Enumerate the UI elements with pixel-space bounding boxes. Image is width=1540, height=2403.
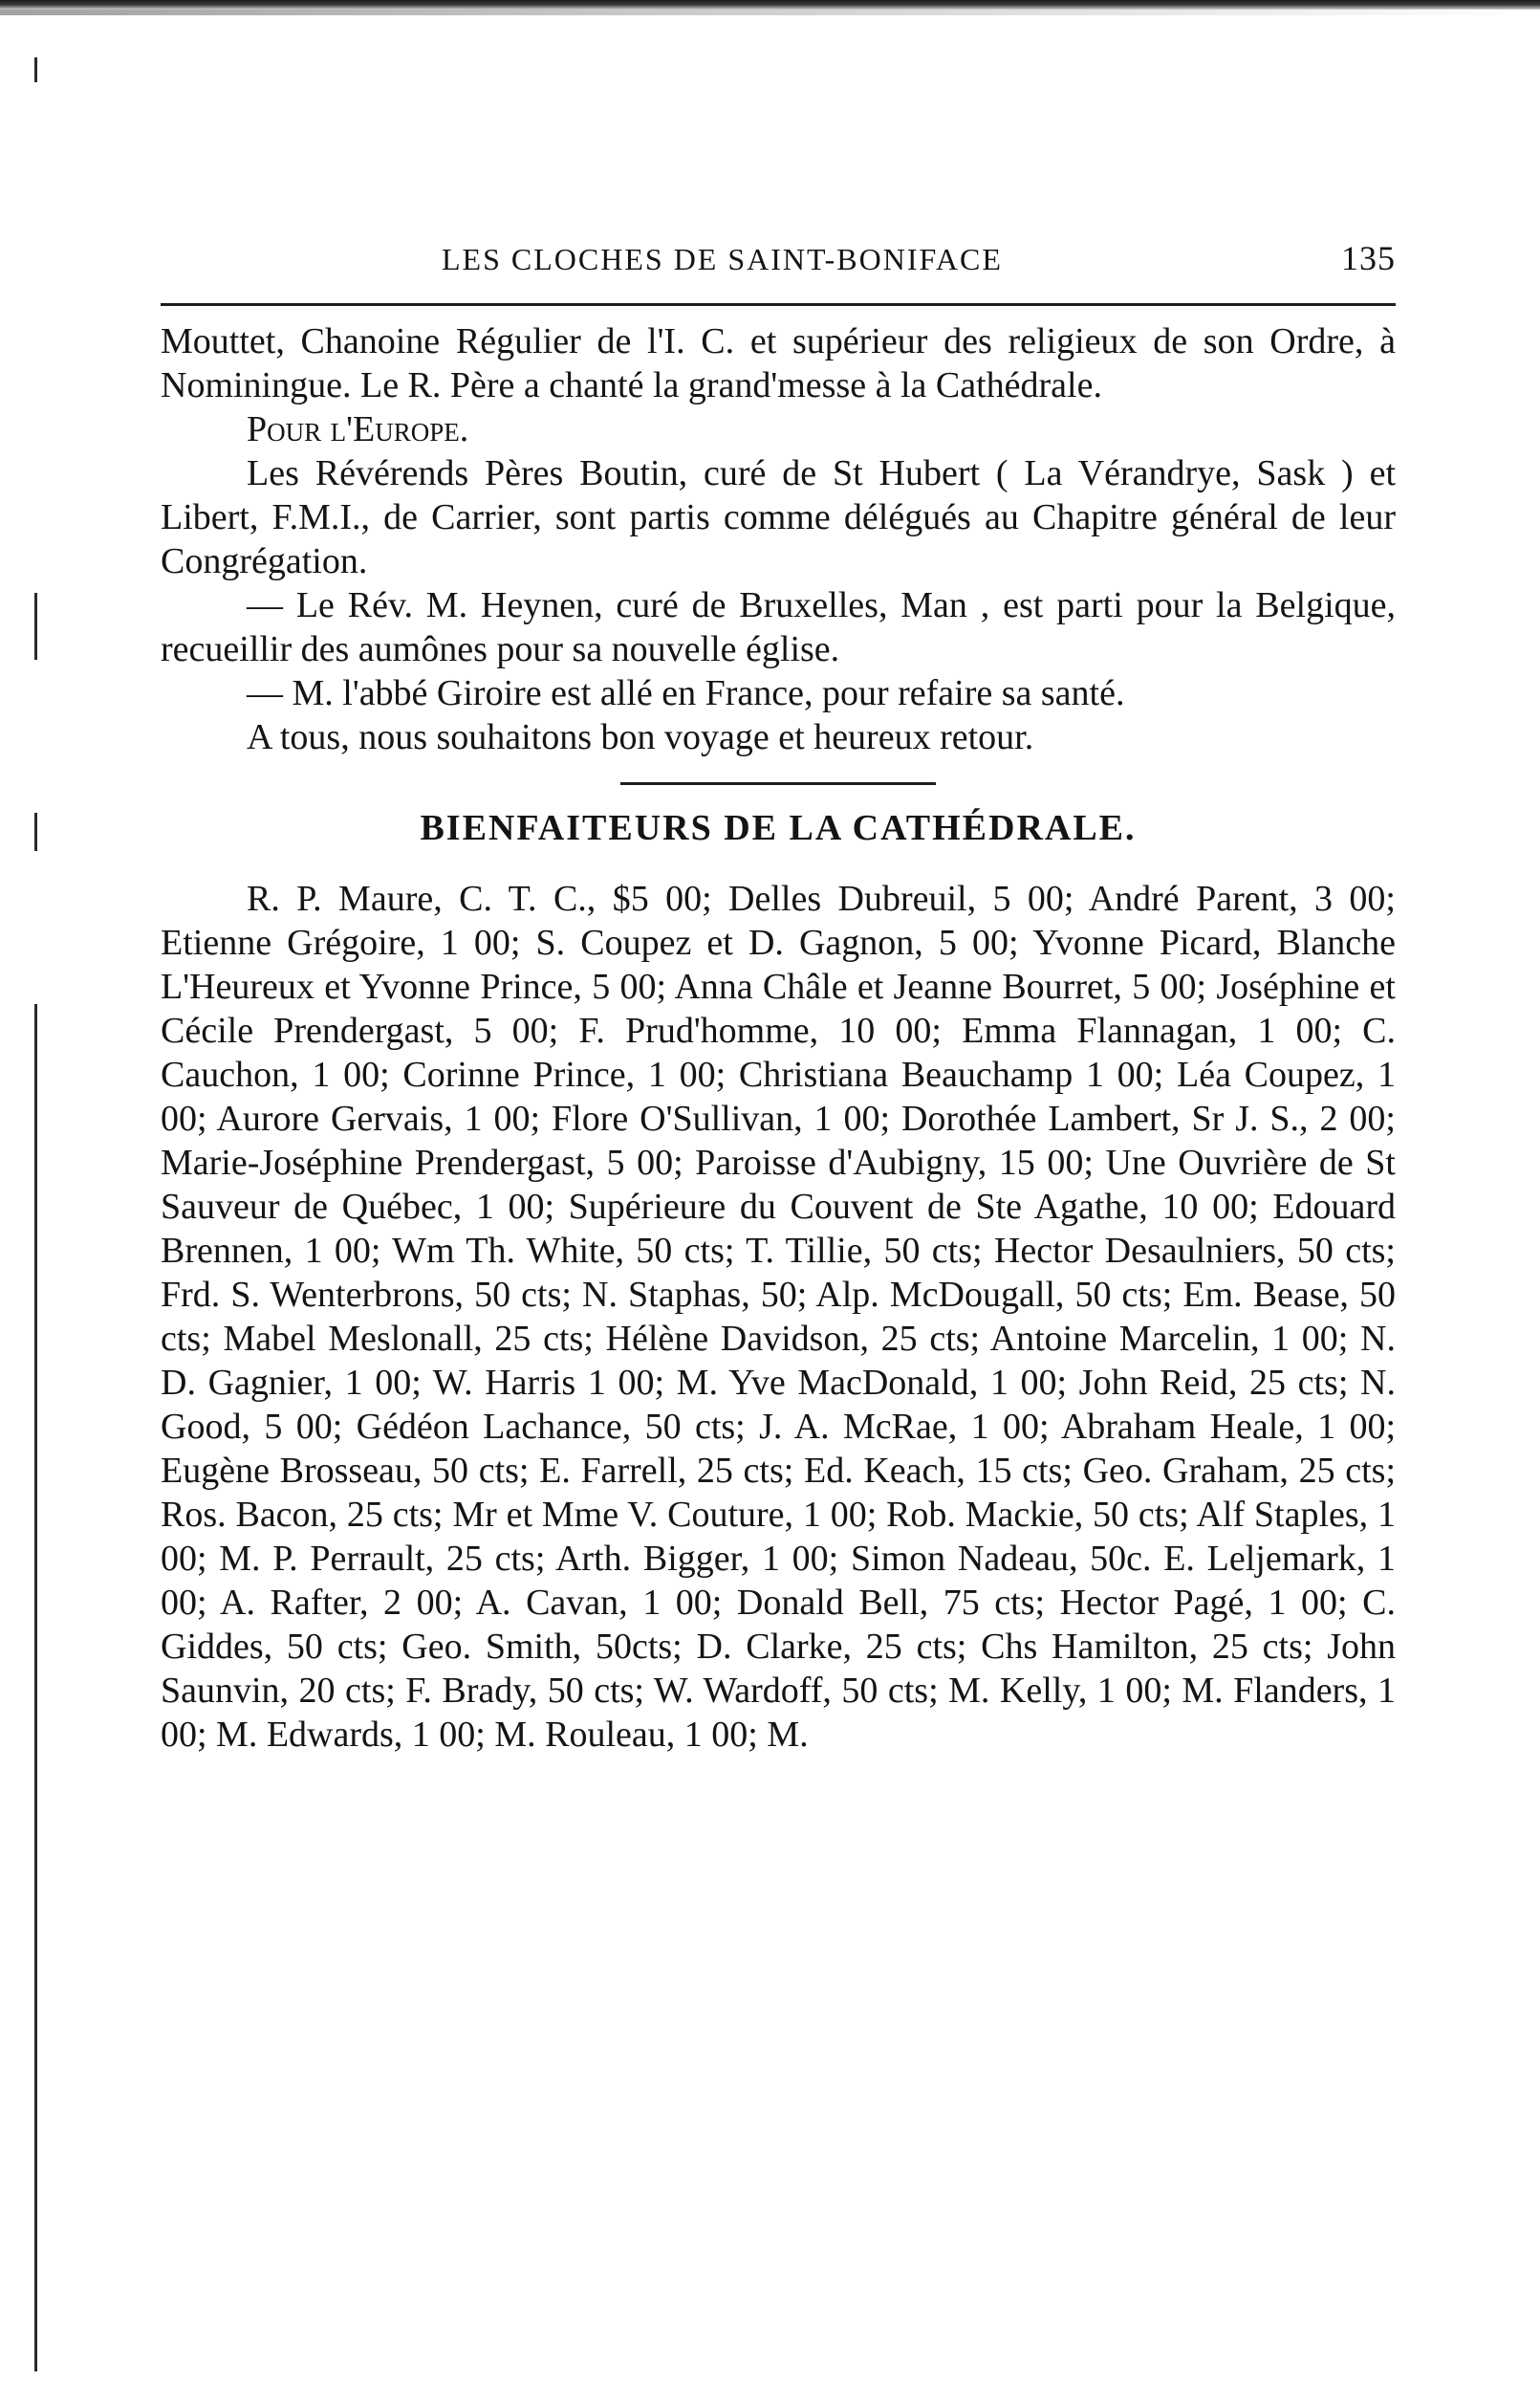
donor-list: R. P. Maure, C. T. C., $5 00; Delles Dubreuil, 5 00; André Parent, 3 00; Etienne Grégoire, 1 00; S. Coupez et D. Gagnon, 5 00; Yvonne Picard, Blanche L'Heureux et Yvonne Prince, 5 00; Anna Châle et Jeanne Bourret, 5 00; Joséphine et Cécile Prendergast, 5 00; F. Prud'homme, 10 00; Emma Flannagan, 1 00; C. Cauchon, 1 00; Corinne Prince, 1 00; Christiana Beauchamp 1 00; Léa Coupez, 1 00; Aurore Gervais, 1 00; Flore O'Sullivan, 1 00; Dorothée Lambert, Sr J. S., 2 00; Marie-Joséphine Prendergast, 5 00; Paroisse d'Aubigny, 15 00; Une Ouvrière de St Sauveur de Québec, 1 00; Supérieure du Couvent de Ste Agathe, 10 00; Edouard Brennen, 1 00; Wm Th. White, 50 cts; T. Tillie, 50 cts; Hector Desaulniers, 50 cts; Frd. S. Wenterbrons, 50 cts; N. Staphas, 50; Alp. McDougall, 50 cts; Em. Bease, 50 cts; Mabel Meslonall, 25 cts; Hélène Davidson, 25 cts; Antoine Marcelin, 1 00; N. D. Gagnier, 1 00; W. Harris 1 00; M. Yve MacDonald, 1 00; John Reid, 25 cts; N. Good, 5 00; Gédéon Lachance, 50 cts; J. A. McRae, 1 00; Abraham Heale, 1 00; Eugène Brosseau, 50 cts; E. Farrell, 25 cts; Ed. Keach, 15 cts; Geo. Graham, 25 cts; Ros. Bacon, 25 cts; Mr et Mme V. Couture, 1 00; Rob. Mackie, 50 cts; Alf Staples, 1 00; M. P. Perrault, 25 cts; Arth. Bigger, 1 00; Simon Nadeau, 50c. E. Leljemark, 1 00; A. Rafter, 2 00; A. Cavan, 1 00; Donald Bell, 75 cts; Hector Pagé, 1 00; C. Giddes, 50 cts; Geo. Smith, 50cts; D. Clarke, 25 cts; Chs Hamilton, 25 cts; John Saunvin, 20 cts; F. Brady, 50 cts; W. Wardoff, 50 cts; M. Kelly, 1 00; M. Flanders, 1 00; M. Edwards, 1 00; M. Rouleau, 1 00; M. (161, 879, 1396, 1755)
paragraph: Les Révérends Pères Boutin, curé de St Hubert ( La Vérandrye, Sask ) et Libert, F.M.I., de Carrier, sont partis comme délégués au Chapitre général de leur Congrégation. (161, 453, 1396, 581)
running-title: LES CLOCHES DE SAINT-BONIFACE (442, 242, 1003, 276)
section-heading: BIENFAITEURS DE LA CATHÉDRALE. (420, 808, 1137, 848)
paragraph: — M. l'abbé Giroire est allé en France, pour refaire sa santé. (247, 673, 1125, 713)
subheading: Pour l'Europe. (247, 409, 469, 449)
section-rule (620, 782, 936, 785)
running-head (161, 234, 1396, 288)
margin-mark (34, 813, 37, 851)
body-text (161, 319, 1396, 1757)
margin-mark (34, 593, 37, 660)
book-page (161, 234, 1396, 1757)
margin-mark (34, 57, 37, 82)
margin-mark (34, 1004, 37, 2371)
header-rule (161, 303, 1396, 306)
page-number: 135 (1341, 239, 1396, 277)
paragraph: A tous, nous souhaitons bon voyage et heureux retour. (247, 717, 1034, 757)
paragraph: Mouttet, Chanoine Régulier de l'I. C. et supérieur des religieux de son Ordre, à Nominingue. Le R. Père a chanté la grand'messe à la Cathédrale. (161, 321, 1396, 405)
paragraph: — Le Rév. M. Heynen, curé de Bruxelles, Man , est parti pour la Belgique, recueillir des aumônes pour sa nouvelle église. (161, 585, 1396, 669)
scan-edge (0, 0, 1540, 10)
